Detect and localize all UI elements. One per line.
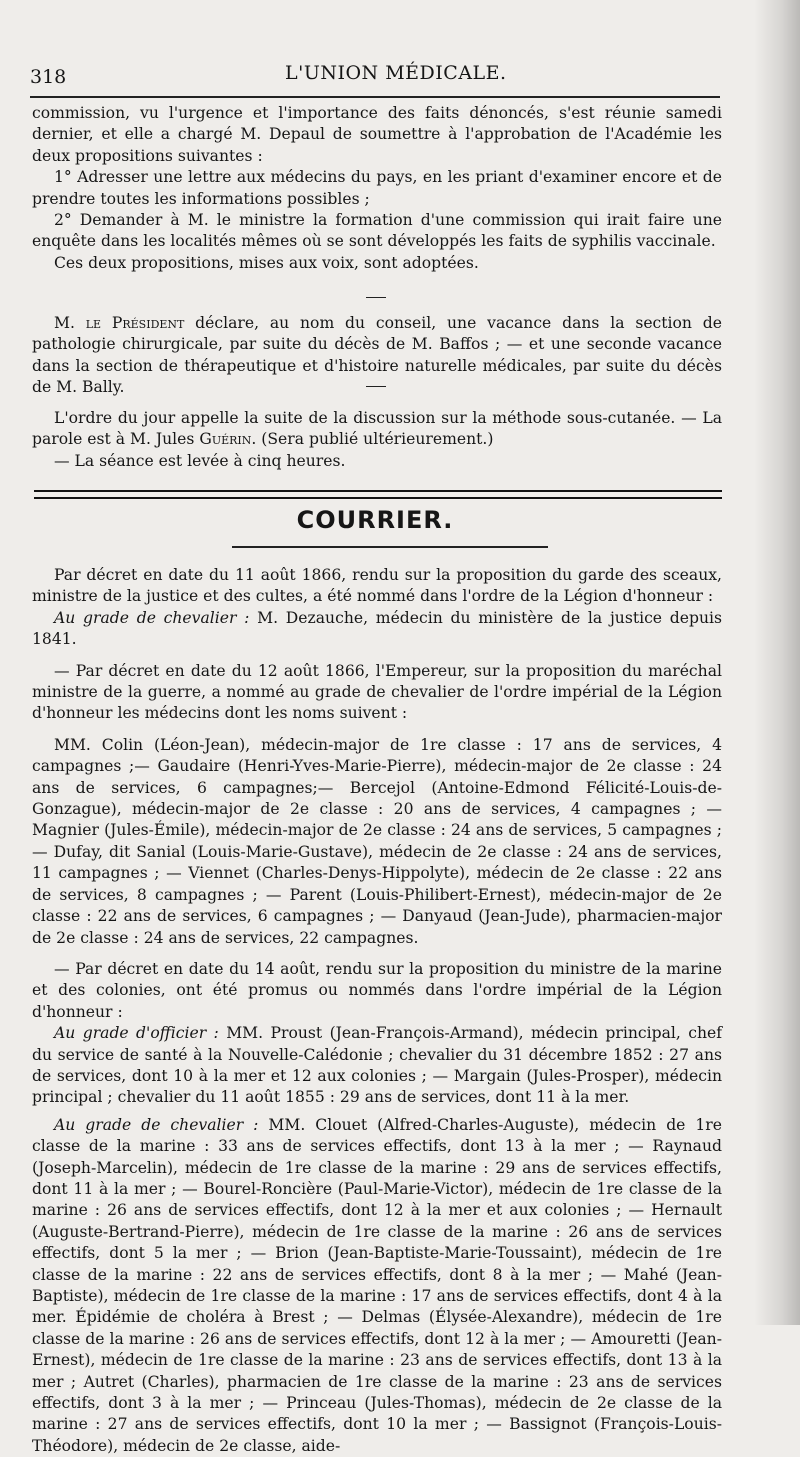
title-rule (232, 546, 548, 548)
paragraph-list-guerre: MM. Colin (Léon-Jean), médecin-major de 1re classe : 17 ans de services, 4 campagnes ;— Gaudaire (Henri-Yves-Marie-Pierre), médecin-major de 2e classe : 24 ans de services, 6 campagnes;— Bercejol (Antoine-Edmond Félicité-Louis-de-Gonzague), médecin-major de 2e classe : 20 ans de services, 4 campagnes ; — Magnier (Jules-Émile), médecin-major de 2e classe : 24 ans de services, 5 campagnes ; — Dufay, dit Sanial (Louis-Marie-Gustave), médecin de 2e classe : 24 ans de services, 11 campagnes ; — Viennet (Charles-Denys-Hippolyte), médecin de 2e classe : 22 ans de services, 8 campagnes ; — Parent (Louis-Philibert-Ernest), médecin-major de 2e classe : 22 ans de services, 6 campagnes ; — Danyaud (Jean-Jude), pharmacien-major de 2e classe : 24 ans de services, 22 campagnes. (32, 735, 722, 947)
paragraph-decree-marine: — Par décret en date du 14 août, rendu sur la proposition du ministre de la marine et des colonies, ont été promus ou nommés dans l'ordre impérial de la Légion d'honneur : (32, 959, 722, 1021)
paragraph-order (32, 408, 722, 451)
president-text: déclare, au nom du conseil, une vacance dans la section de pathologie chirurgicale, par suite du décès de M. Baffos ; — et une seconde vacance dans la section de thérapeutique et d'histoire naturelle médicales, par suite du décès de M. Bally. (32, 314, 722, 397)
president-label: M. le Président (54, 314, 185, 332)
paragraph-proposition-1: 1° Adresser une lettre aux médecins du pays, en les priant d'examiner encore et de prendre toutes les informations possibles ; (32, 168, 722, 208)
order-text: L'ordre du jour appelle la suite de la discussion sur la méthode sous-cutanée. — La parole est à M. Jules (32, 409, 722, 449)
separator-dash (366, 297, 386, 298)
paragraph-decree-guerre: — Par décret en date du 12 août 1866, l'Empereur, sur la proposition du maréchal ministre de la guerre, a nommé au grade de chevalier de l'ordre impérial de la Légion d'honneur les médecins dont les noms suivent : (32, 661, 722, 723)
grade-label: Au grade de chevalier : (54, 1115, 259, 1134)
courrier-body (32, 565, 722, 1457)
grade-text: MM. Clouet (Alfred-Charles-Auguste), médecin de 1re classe de la marine : 33 ans de services effectifs, dont 13 à la mer ; — Raynaud (Joseph-Marcelin), médecin de 1re classe de la marine : 29 ans de services effectifs, dont 11 à la mer ; — Bourel-Roncière (Paul-Marie-Victor), médecin de 1re classe de la marine : 26 ans de services effectifs, dont 12 à la mer et aux colonies ; — Hernault (Auguste-Bertrand-Pierre), médecin de 1re classe de la marine : 26 ans de services effectifs, dont 5 la mer ; — Brion (Jean-Baptiste-Marie-Toussaint), médecin de 1re classe de la marine : 22 ans de services effectifs, dont 8 à la mer ; — Mahé (Jean-Baptiste), médecin de 1re classe de la marine : 17 ans de services effectifs, dont 4 à la mer. Épidémie de choléra à Brest ; — Delmas (Élysée-Alexandre), médecin de 1re classe de la marine : 26 ans de services effectifs, dont 12 à la mer ; — Amouretti (Jean-Ernest), médecin de 1re classe de la marine : 23 ans de services effectifs, dont 13 à la mer ; Autret (Charles), pharmacien de 1re classe de la marine : 23 ans de services effectifs, dont 3 à la mer ; — Princeau (Jules-Thomas), médecin de 2e classe de la marine : 27 ans de services effectifs, dont 10 la mer ; — Bassignot (François-Louis-Théodore), médecin de 2e classe, aide- (32, 1115, 722, 1455)
grade-text: M. Dezauche, médecin du ministère de la justice depuis 1841. (32, 608, 722, 649)
grade-label: Au grade de chevalier : (54, 608, 250, 627)
paragraph-decree-justice: Par décret en date du 11 août 1866, rendu sur la proposition du garde des sceaux, ministre de la justice et des cultes, a été nommé dans l'ordre de la Légion d'honneur : (32, 566, 722, 606)
paragraph-proposition-2: 2° Demander à M. le ministre la formation d'une commission qui irait faire une enquête dans les localités mêmes où se sont développés les faits de syphilis vaccinale. (32, 211, 722, 251)
paragraph-officier (32, 1023, 722, 1109)
academy-report (32, 103, 722, 274)
order-of-day (32, 408, 722, 472)
separator-dash (366, 386, 386, 387)
section-title: COURRIER. (296, 506, 454, 534)
page-header (30, 60, 720, 90)
paragraph-chevalier-justice (32, 608, 722, 651)
running-title: L'UNION MÉDICALE. (285, 62, 507, 84)
paragraph-adoption: Ces deux propositions, mises aux voix, sont adoptées. (54, 253, 479, 272)
grade-text: MM. Proust (Jean-François-Armand), médecin principal, chef du service de santé à la Nouvelle-Calédonie ; chevalier du 31 décembre 1852 : 27 ans de services, dont 10 à la mer et 12 aux colonies ; — Margain (Jules-Prosper), médecin principal ; chevalier du 11 août 1855 : 29 ans de services, dont 11 à la mer. (32, 1024, 722, 1107)
order-text-end: . (Sera publié ultérieurement.) (251, 430, 494, 449)
paragraph-chevalier-marine (32, 1115, 722, 1457)
paragraph-commission: commission, vu l'urgence et l'importance des faits dénoncés, s'est réunie samedi dernier, et elle a chargé M. Depaul de soumettre à l'approbation de l'Académie les deux propositions suivantes : (32, 104, 722, 165)
paragraph-closing: — La séance est levée à cinq heures. (54, 451, 346, 470)
page-number: 318 (30, 66, 67, 88)
speaker-name: Guérin (199, 430, 252, 449)
binding-shadow (754, 0, 800, 1325)
grade-label: Au grade d'officier : (54, 1024, 219, 1043)
header-rule (30, 96, 720, 98)
section-double-rule (34, 490, 722, 499)
